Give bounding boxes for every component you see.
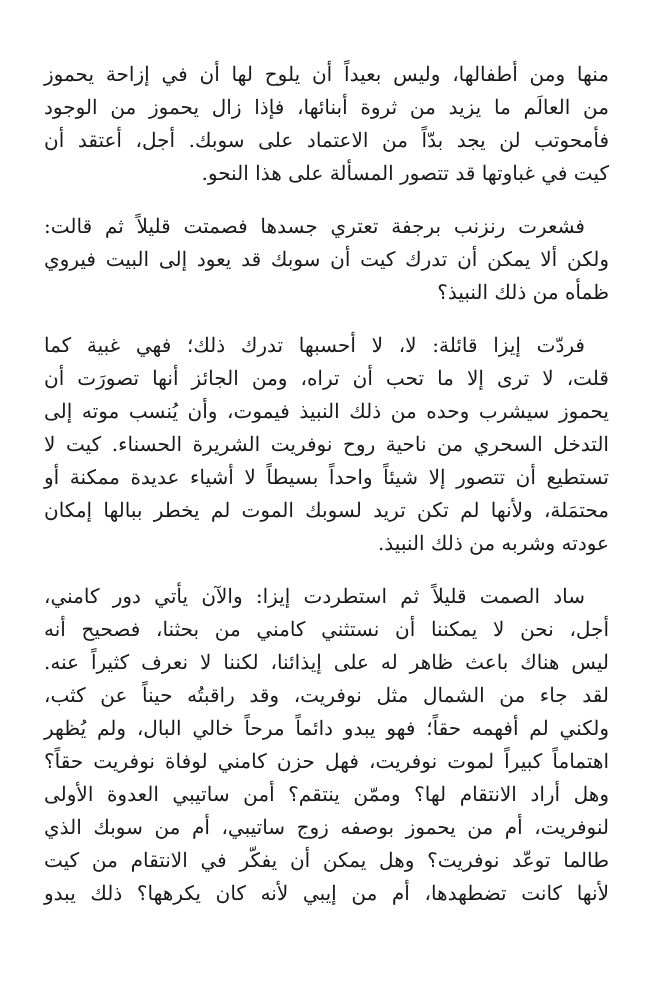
text-line: عودته وشربه من ذلك النبيذ. (377, 531, 609, 555)
text-line: قلت، لا ترى إلا ما تحب أن تراه، ومن الجائز أنها تصورَت أن (44, 366, 609, 390)
text-line: ظمأه من ذلك النبيذ؟ (437, 280, 609, 304)
paragraph-4 (44, 580, 609, 910)
text-line: وهل أراد الانتقام لها؟ وممّن ينتقم؟ أمن ساتيبي العدوة الأولى (44, 782, 609, 806)
text-line: أجل، نحن لا يمكننا أن نستثني كامني من بحثنا، فصحيح أنه (44, 617, 609, 641)
text-line: لنوفريت، أم من يحموز بوصفه زوج ساتيبي، أم من سوبك الذي (44, 815, 609, 839)
text-line: لأنها كانت تضطهدها، أم من إيبي لأنه كان يكرهها؟ ذلك يبدو (44, 881, 609, 905)
text-line: ولكني لم أفهمه حقاً؛ فهو يبدو دائماً مرحاً خالي البال، ولم يُظهر (44, 716, 609, 740)
text-line: طالما توعّد نوفريت؟ وهل يمكن أن يفكّر في الانتقام من كيت (44, 848, 609, 872)
text-line: ولكن ألا يمكن أن تدرك كيت أن سوبك قد يعود إلى البيت فيروي (44, 247, 609, 271)
text-line: من العالَم ما يزيد من ثروة أبنائها، فإذا زال يحموز من الوجود (44, 95, 609, 119)
text-line: كيت في غباوتها قد تتصور المسألة على هذا النحو. (201, 161, 609, 185)
text-line: فأمحوتب لن يجد بدّاً من الاعتماد على سوبك. أجل، أعتقد أن (44, 128, 609, 152)
text-line: فردّت إيزا قائلة: لا، لا أحسبها تدرك ذلك؛ فهي غبية كما (44, 333, 585, 357)
text-line: تستطيع أن تتصور إلا شيئاً واحداً بسيطاً لا أشياء عديدة ممكنة أو (44, 465, 609, 489)
text-line: اهتماماً كبيراً لموت نوفريت، فهل حزن كامني لوفاة نوفريت حقاً؟ (44, 749, 609, 773)
text-line: ساد الصمت قليلاً ثم استطردت إيزا: والآن يأتي دور كامني، (44, 584, 585, 608)
paragraph-2 (44, 210, 609, 309)
text-line: لقد جاء من الشمال مثل نوفريت، وقد راقبتُه حيناً عن كثب، (44, 683, 609, 707)
paragraph-3 (44, 329, 609, 560)
paragraph-1 (44, 58, 609, 190)
text-line: فشعرت رنزنب برجفة تعتري جسدها فصمتت قليلاً ثم قالت: (44, 214, 585, 238)
text-line: ليس هناك باعث ظاهر له على إيذائنا، لكننا لا نعرف كثيراً عنه. (44, 650, 609, 674)
text-line: التدخل السحري من ناحية روح نوفريت الشريرة الحسناء. كيت لا (44, 432, 609, 456)
text-line: يحموز سيشرب وحده من ذلك النبيذ فيموت، وأن يُنسب موته إلى (44, 399, 609, 423)
text-line: منها ومن أطفالها، وليس بعيداً أن يلوح لها أن في إزاحة يحموز (44, 62, 609, 86)
text-line: محتمَلة، ولأنها لم تكن تريد لسوبك الموت لم يخطر ببالها إمكان (44, 498, 609, 522)
